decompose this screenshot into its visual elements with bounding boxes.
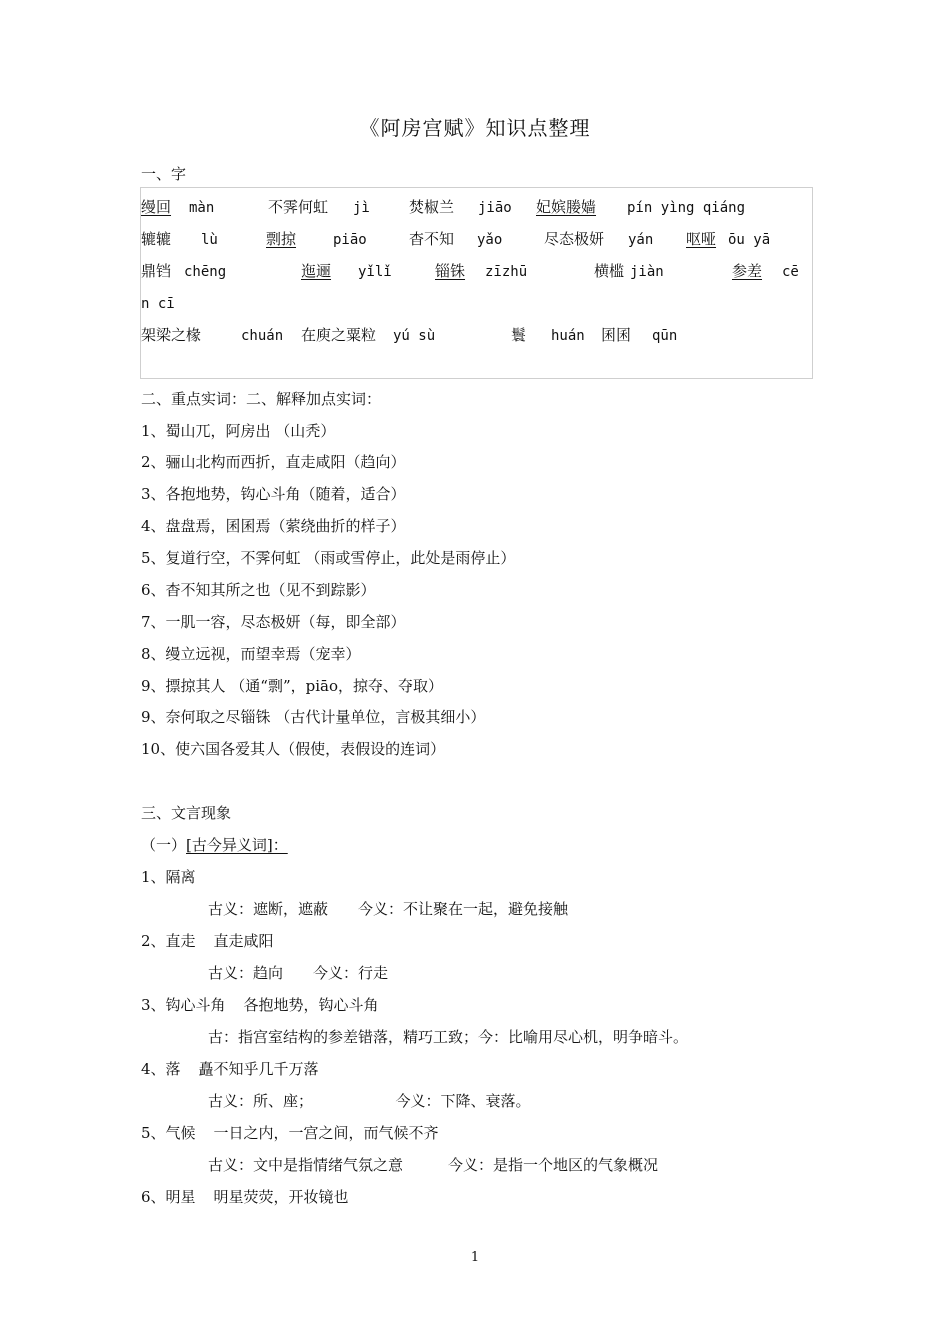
pronunciation-box xyxy=(140,187,813,379)
list-item: 4、盘盘焉，囷囷焉（萦绕曲折的样子） xyxy=(141,517,406,535)
subsection-title: [古今异义词]： xyxy=(186,836,288,854)
pinyin: jiàn xyxy=(630,264,664,280)
pinyin: jì xyxy=(353,200,370,216)
word: 架梁之椽 xyxy=(141,326,202,344)
term-gloss: 古：指宫室结构的参差错落，精巧工致；今：比喻用尽心机，明争暗斗。 xyxy=(208,1028,689,1046)
word: 呕哑 xyxy=(686,230,717,248)
term-gloss: 古义：趋向 今义：行走 xyxy=(208,964,389,982)
pinyin: n cī xyxy=(141,296,175,312)
pinyin: màn xyxy=(189,200,215,216)
list-item: 9、摽掠其人 （通“剽”，piāo，掠夺、夺取） xyxy=(141,677,444,695)
pinyin: yú sù xyxy=(393,328,436,344)
term-example: 矗不知乎几千万落 xyxy=(198,1060,319,1078)
word: 缦回 xyxy=(141,198,172,216)
word: 囷囷 xyxy=(601,326,632,344)
word: 尽态极妍 xyxy=(544,230,605,248)
term-head: 5、气候 一日之内，一宫之间，而气候不齐 xyxy=(141,1124,439,1142)
pinyin: piāo xyxy=(333,232,367,248)
term-example: 一日之内，一宫之间，而气候不齐 xyxy=(213,1124,439,1142)
pinyin: chēng xyxy=(184,264,227,280)
word: 辘辘 xyxy=(141,230,172,248)
pinyin: huán xyxy=(551,328,585,344)
term-head: 3、钩心斗角 各抱地势，钩心斗角 xyxy=(141,996,379,1014)
word: 焚椒兰 xyxy=(409,198,455,216)
word: 迤逦 xyxy=(301,262,332,280)
pinyin: zīzhū xyxy=(485,264,528,280)
document-title: 《阿房宫赋》知识点整理 xyxy=(359,116,591,140)
word: 妃嫔媵嫱 xyxy=(536,198,597,216)
term-example: 直走咸阳 xyxy=(213,932,274,950)
term-head: 2、直走 直走咸阳 xyxy=(141,932,274,950)
pinyin: jiāo xyxy=(478,200,512,216)
term-head: 4、落 矗不知乎几千万落 xyxy=(141,1060,319,1078)
list-item: 2、骊山北构而西折，直走咸阳（趋向） xyxy=(141,453,406,471)
list-item: 5、复道行空，不霁何虹 （雨或雪停止，此处是雨停止） xyxy=(141,549,516,567)
term-example: 各抱地势，钩心斗角 xyxy=(243,996,379,1014)
pinyin: ōu yā xyxy=(728,232,771,248)
word: 剽掠 xyxy=(266,230,297,248)
pinyin: yán xyxy=(628,232,654,248)
pinyin: qūn xyxy=(652,328,678,344)
list-item: 7、一肌一容，尽态极妍（每，即全部） xyxy=(141,613,406,631)
word: 不霁何虹 xyxy=(268,198,329,216)
section3-heading: 三、文言现象 xyxy=(141,804,232,822)
term-head: 6、明星 明星荧荧，开妆镜也 xyxy=(141,1188,349,1206)
word: 杳不知 xyxy=(409,230,455,248)
word: 在庾之粟粒 xyxy=(301,326,377,344)
pinyin: chuán xyxy=(241,328,284,344)
pinyin: yǐlǐ xyxy=(358,264,392,280)
section1-heading: 一、字 xyxy=(141,165,187,183)
word: 参差 xyxy=(732,262,763,280)
word: 鬟 xyxy=(511,326,527,344)
list-item: 3、各抱地势，钩心斗角（随着，适合） xyxy=(141,485,406,503)
list-item: 6、杳不知其所之也（见不到踪影） xyxy=(141,581,376,599)
list-item: 1、蜀山兀，阿房出 （山秃） xyxy=(141,422,336,440)
word: 横槛 xyxy=(594,262,625,280)
subsection-heading: （一）[古今异义词]： xyxy=(141,836,288,854)
pinyin: pín yìng qiáng xyxy=(627,200,746,216)
page-number: 1 xyxy=(470,1250,480,1265)
list-item: 10、使六国各爱其人（假使，表假设的连词） xyxy=(141,740,446,758)
list-item: 9、奈何取之尽锱铢 （古代计量单位，言极其细小） xyxy=(141,708,486,726)
pinyin: yǎo xyxy=(477,232,503,248)
term-head: 1、隔离 xyxy=(141,868,196,886)
pinyin: lù xyxy=(201,232,218,248)
pinyin: cē xyxy=(782,264,799,280)
term-example: 明星荧荧，开妆镜也 xyxy=(213,1188,349,1206)
term-gloss: 古义：遮断，遮蔽 今义：不让聚在一起，避免接触 xyxy=(208,900,569,918)
word: 鼎铛 xyxy=(141,262,172,280)
term-gloss: 古义：所、座； 今义：下降、衰落。 xyxy=(208,1092,531,1110)
term-gloss: 古义：文中是指情绪气氛之意 今义：是指一个地区的气象概况 xyxy=(208,1156,659,1174)
word: 锱铢 xyxy=(435,262,466,280)
list-item: 8、缦立远视，而望幸焉（宠幸） xyxy=(141,645,361,663)
section2-heading: 二、重点实词：二、解释加点实词： xyxy=(141,390,382,408)
